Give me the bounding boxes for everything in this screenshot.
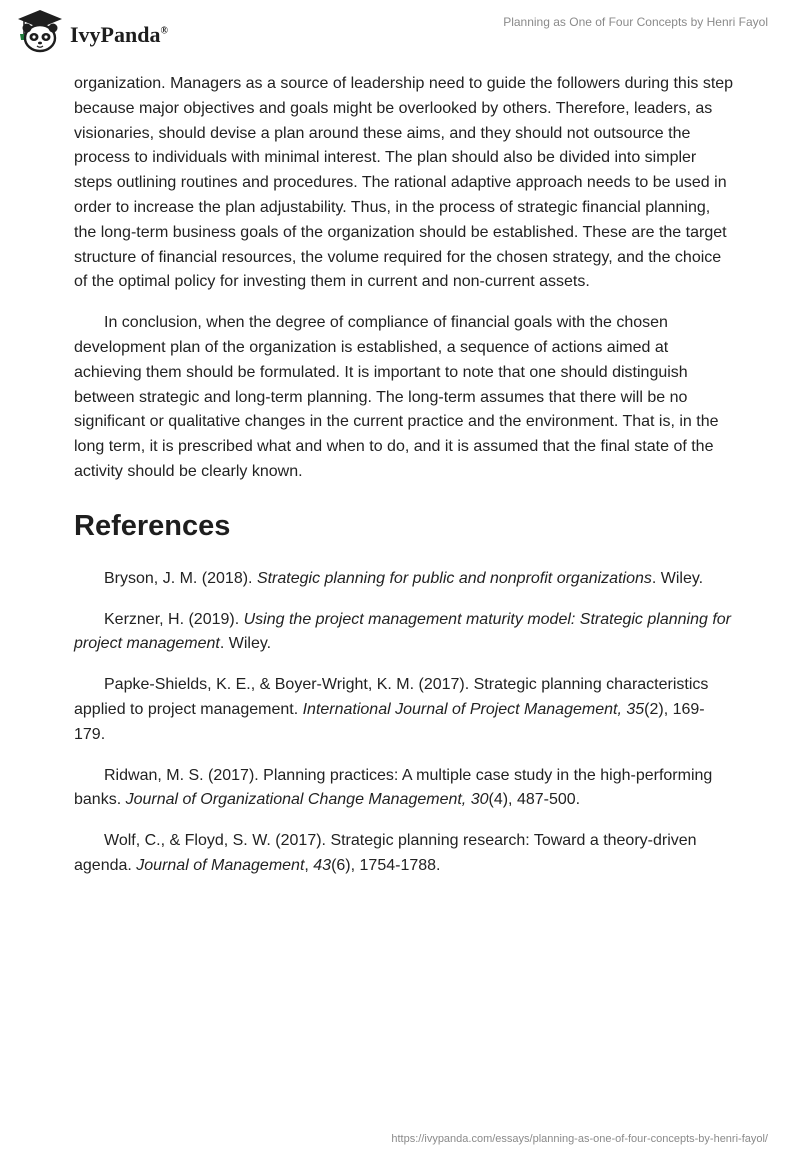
ivypanda-logo[interactable] <box>16 8 168 54</box>
body-paragraph: organization. Managers as a source of leadership need to guide the followers during this step because major objectives and goals might be overlooked by others. Therefore, leaders, as visionaries, should devise a plan around these aims, and they should not outsource the process to individuals with minimal interest. The plan should also be divided into simpler steps outlining routines and procedures. The rational adaptive approach needs to be used in order to increase the plan adjustability. Thus, in the process of strategic financial planning, the long-term business goals of the organization should be established. These are the target structure of financial resources, the volume required for the chosen strategy, and the choice of the optimal policy for investing them in current and non-current assets. <box>74 75 734 291</box>
reference-item: Ridwan, M. S. (2017). Planning practices: A multiple case study in the high-performing banks. Journal of Organizational Change Management, 30(4), 487-500. <box>74 766 713 809</box>
source-url-link[interactable]: https://ivypanda.com/essays/planning-as-one-of-four-concepts-by-henri-fayol/ <box>391 1133 768 1145</box>
reference-item: Wolf, C., & Floyd, S. W. (2017). Strategic planning research: Toward a theory-driven agenda. Journal of Management, 43(6), 1754-1788. <box>74 832 697 874</box>
body-paragraph: In conclusion, when the degree of compliance of financial goals with the chosen development plan of the organization is established, a sequence of actions aimed at achieving them should be formulated. It is important to note that one should distinguish between strategic and long-term planning. The long-term assumes that there will be no significant or qualitative changes in the current practice and the environment. That is, in the long term, it is prescribed what and when to do, and it is assumed that the final state of the activity should be clearly known. <box>74 314 719 480</box>
reference-item: Papke-Shields, K. E., & Boyer-Wright, K. M. (2017). Strategic planning characteristics applied to project management. International Journal of Project Management, 35(2), 169-179. <box>74 676 709 743</box>
reference-item: Kerzner, H. (2019). Using the project management maturity model: Strategic planning for project management. Wiley. <box>74 610 731 653</box>
essay-content <box>74 72 734 895</box>
panda-graduate-icon <box>16 8 64 54</box>
reference-item: Bryson, J. M. (2018). Strategic planning for public and nonprofit organizations. Wiley. <box>104 569 704 587</box>
document-title: Planning as One of Four Concepts by Henri Fayol <box>503 15 768 29</box>
brand-name: IvyPanda® <box>70 22 168 47</box>
references-heading: References <box>74 509 231 542</box>
page-header <box>0 0 800 70</box>
